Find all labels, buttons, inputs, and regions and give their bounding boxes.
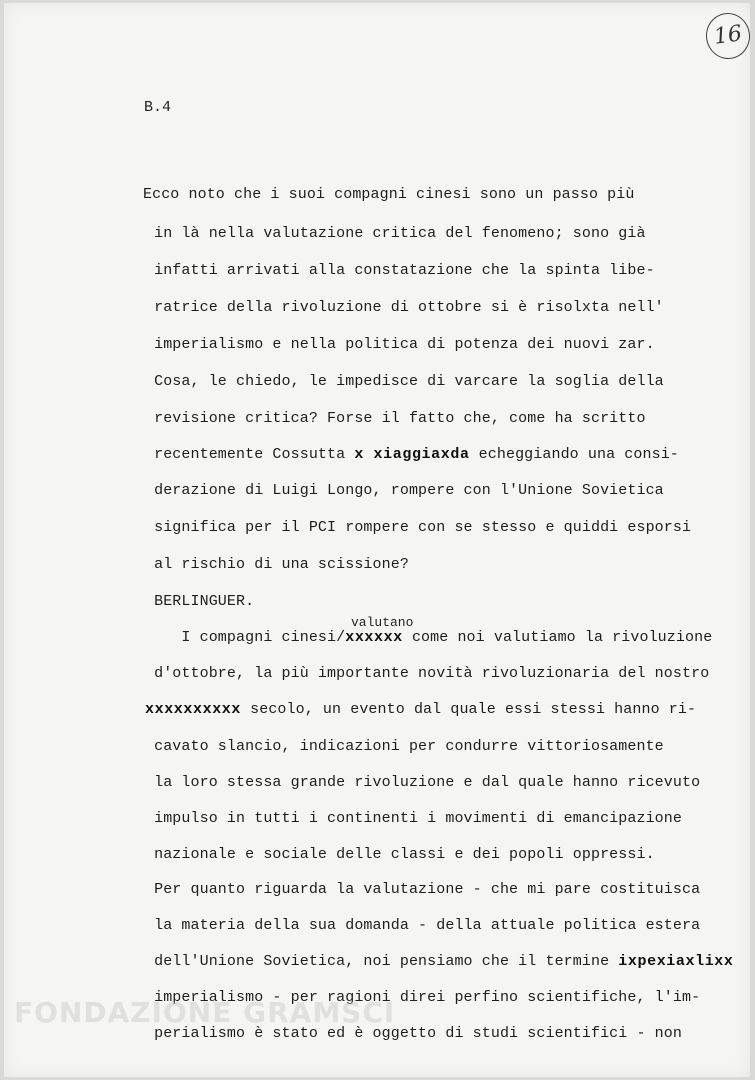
text-line: Per quanto riguarda la valutazione - che mi pare costituisca [145, 881, 701, 898]
text-line: derazione di Luigi Longo, rompere con l'Unione Sovietica [145, 482, 664, 499]
watermark: FONDAZIONE GRAMSCI [14, 996, 396, 1029]
text-segment: dell'Unione Sovietica, noi pensiamo che il termine [145, 953, 610, 970]
handwritten-insert: valutano [351, 615, 414, 630]
text-line: la loro stessa grande rivoluzione e dal quale hanno ricevuto [145, 774, 701, 791]
struck-text: xxxxxx [345, 629, 403, 646]
text-line [145, 629, 712, 646]
struck-text: x xiaggiaxda [354, 446, 470, 463]
text-line: imperialismo e nella politica di potenza dei nuovi zar. [145, 336, 655, 353]
page-number: 16 [703, 10, 750, 62]
text-line: revisione critica? Forse il fatto che, come ha scritto [145, 410, 646, 427]
text-segment: I compagni cinesi/ [145, 629, 346, 646]
text-segment: secolo, un evento dal quale essi stessi hanno ri- [241, 701, 697, 718]
section-code: B.4 [144, 99, 172, 116]
text-line: ratrice della rivoluzione di ottobre si è risolxta nell' [145, 299, 664, 316]
text-line: significa per il PCI rompere con se stesso e quiddi esporsi [145, 519, 692, 536]
text-segment: recentemente Cossutta [145, 446, 346, 463]
struck-text: xxxxxxxxxx [145, 701, 242, 718]
text-line: nazionale e sociale delle classi e dei popoli oppressi. [145, 846, 655, 863]
speaker-label: BERLINGUER. [145, 593, 255, 610]
text-line [145, 446, 679, 463]
text-line: impulso in tutti i continenti i movimenti di emancipazione [145, 810, 682, 827]
text-line [145, 701, 696, 718]
text-line: infatti arrivati alla constatazione che la spinta libe- [145, 262, 655, 279]
struck-text: ixpexiaxlixx [618, 953, 734, 970]
text-line: d'ottobre, la più importante novità rivoluzionaria del nostro [145, 665, 710, 682]
text-segment: come noi valutiamo la rivoluzione [402, 629, 713, 646]
text-line: Cosa, le chiedo, le impedisce di varcare la soglia della [145, 373, 664, 390]
text-segment: echeggiando una consi- [469, 446, 679, 463]
text-line: cavato slancio, indicazioni per condurre vittoriosamente [145, 738, 664, 755]
text-line: al rischio di una scissione? [145, 556, 409, 573]
text-line: Ecco noto che i suoi compagni cinesi sono un passo più [143, 186, 635, 203]
text-line: la materia della sua domanda - della attuale politica estera [145, 917, 701, 934]
text-line [145, 953, 734, 970]
text-line: perialismo è stato ed è oggetto di studi scientifici - non [145, 1025, 682, 1042]
text-line: in là nella valutazione critica del fenomeno; sono già [145, 225, 646, 242]
document-page [4, 3, 750, 1077]
text-line: imperialismo - per ragioni direi perfino scientifiche, l'im- [145, 989, 701, 1006]
